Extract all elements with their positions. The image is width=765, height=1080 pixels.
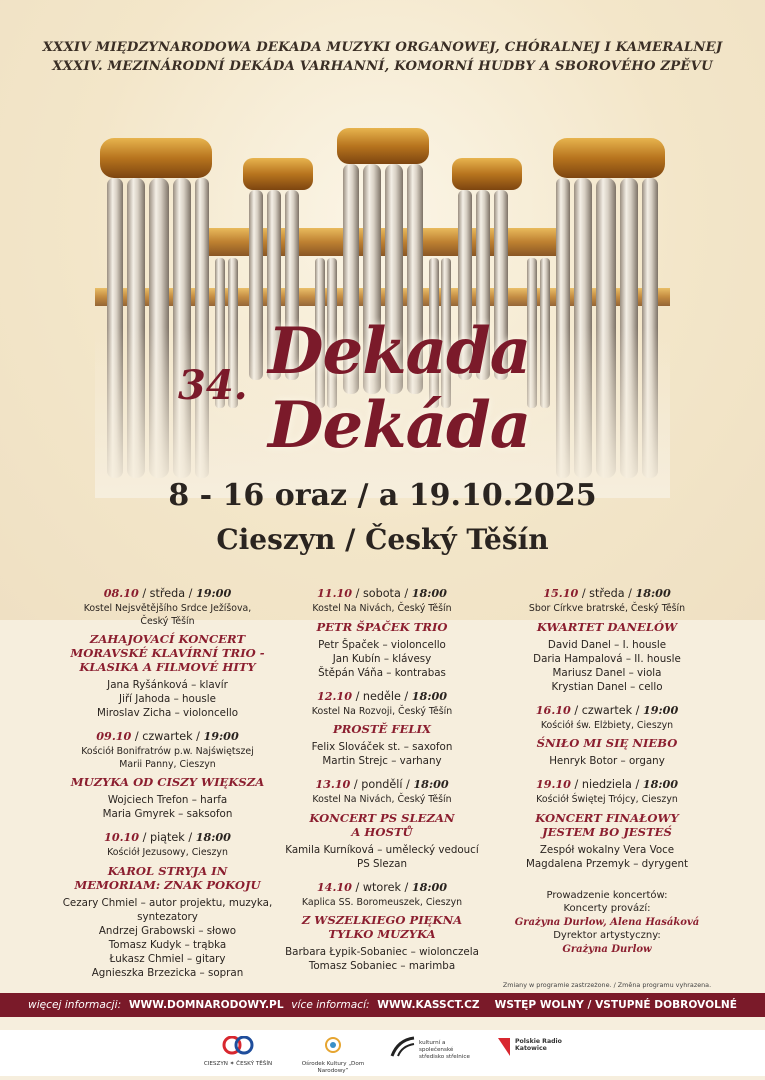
performer: Henryk Botor – organy <box>549 755 665 767</box>
event-date: 08.10 <box>103 586 139 600</box>
event-date: 11.10 <box>317 586 353 600</box>
performer: Maria Gmyrek – saksofon <box>102 808 233 820</box>
event-12-10 <box>282 689 482 769</box>
event-venue <box>55 746 280 771</box>
festival-header <box>0 38 765 76</box>
event-08-10 <box>55 586 280 720</box>
separator: / <box>400 880 412 894</box>
event-date: 12.10 <box>316 688 353 703</box>
event-venue <box>493 603 721 616</box>
event-performers <box>493 843 721 871</box>
title-line: MORAVSKÉ KLAVÍRNÍ TRIO - <box>70 646 265 660</box>
event-title <box>55 632 280 674</box>
event-time: 18:00 <box>411 688 448 703</box>
separator: / <box>138 587 150 600</box>
performer: Kamila Kurníková – umělecký vedoucí <box>285 843 479 856</box>
event-day: piątek <box>149 831 185 844</box>
performer: Barbara Łypik-Sobaniec – wiolonczela <box>285 946 479 958</box>
performer: Tomasz Kudyk – trąbka <box>108 938 227 951</box>
event-venue <box>282 897 482 910</box>
venue-line: Kaplica SS. Boromeuszek, Cieszyn <box>301 896 463 908</box>
performer: Jana Ryšánková – klavír <box>107 679 228 691</box>
hosts-names: Grażyna Durlow, Alena Hasáková <box>514 916 700 928</box>
performer: Tomasz Sobaniec – marimba <box>308 960 456 972</box>
performer: Zespół wokalny Vera Voce <box>539 843 675 856</box>
event-date: 13.10 <box>315 777 351 791</box>
event-time: 18:00 <box>411 879 448 894</box>
hosts-label-pl: Prowadzenie koncertów: <box>546 889 668 901</box>
event-date: 16.10 <box>535 702 571 717</box>
event-day: pondělí <box>361 778 403 791</box>
performer: Miroslav Zicha – violoncello <box>96 707 239 719</box>
program-change-note: Zmiany w programie zastrzeżone. / Změna programu vyhrazena. <box>502 981 712 989</box>
culture-center-logo-icon <box>323 1036 343 1058</box>
event-title <box>493 736 721 750</box>
event-title <box>493 811 721 839</box>
event-performers <box>282 843 482 871</box>
performer: Felix Slováček st. – saxofon <box>311 741 453 753</box>
event-09-10 <box>55 729 280 821</box>
event-venue <box>493 794 721 807</box>
event-title <box>282 722 482 736</box>
performer: Andrzej Grabowski – słowo <box>98 924 237 937</box>
program-column-3 <box>493 586 721 992</box>
separator: / <box>624 587 636 600</box>
separator: / <box>402 778 414 791</box>
event-time: 18:00 <box>642 777 679 791</box>
venue-line: Kościół Jezusowy, Cieszyn <box>107 847 228 858</box>
event-datetime <box>282 689 482 704</box>
separator: / <box>192 730 204 743</box>
event-time: 18:00 <box>411 586 447 600</box>
event-venue <box>282 603 482 616</box>
venue-line: Marii Panny, Cieszyn <box>119 758 216 770</box>
kasstc-logo-icon <box>390 1036 416 1058</box>
event-title <box>282 913 482 941</box>
logo-cieszyn-text: CIESZYN ✶ ČESKÝ TĚŠÍN <box>203 1061 273 1067</box>
performer: syntezatory <box>137 910 198 923</box>
event-performers <box>282 740 482 768</box>
separator: / <box>400 587 412 600</box>
event-datetime <box>55 729 280 744</box>
event-date: 14.10 <box>316 879 352 894</box>
event-date: 10.10 <box>104 830 140 844</box>
event-day: neděle <box>362 689 401 703</box>
info-label-pl: więcej informacji: <box>28 999 122 1011</box>
event-performers <box>55 793 280 821</box>
event-11-10 <box>282 586 482 680</box>
event-datetime <box>55 586 280 601</box>
event-day: niedziela <box>581 778 632 791</box>
separator: / <box>184 831 196 844</box>
logo-radio-katowice <box>496 1036 566 1058</box>
event-date: 19.10 <box>535 777 571 791</box>
performer: Štěpán Váňa – kontrabas <box>318 666 446 679</box>
performer: Jan Kubín – klávesy <box>332 652 432 665</box>
separator: / <box>351 880 363 894</box>
logo-cieszyn <box>198 1036 278 1068</box>
organizers <box>493 889 721 957</box>
performer: Agnieszka Brzezicka – sopran <box>91 966 244 979</box>
title-line: Z WSZELKIEGO PIĘKNA <box>301 913 463 927</box>
header-line-pl: XXXIV MIĘDZYNARODOWA DEKADA MUZYKI ORGANOWEJ, CHÓRALNEJ I KAMERALNEJ <box>42 40 723 55</box>
director-label: Dyrektor artystyczny: <box>553 930 661 941</box>
title-line: KWARTET DANELÓW <box>536 619 678 634</box>
event-venue <box>282 706 482 719</box>
event-time: 18:00 <box>413 777 449 791</box>
event-time: 19:00 <box>195 586 232 600</box>
event-day: czwartek <box>142 730 193 743</box>
separator: / <box>131 730 143 743</box>
event-time: 19:00 <box>203 729 239 743</box>
logo-kasstc-text: kulturní a společenské středisko střelnice <box>419 1040 470 1060</box>
event-time: 19:00 <box>642 702 679 717</box>
radio-katowice-logo-icon <box>496 1036 512 1058</box>
event-performers <box>55 896 280 980</box>
event-date: 09.10 <box>96 729 132 743</box>
edition-number: 34. <box>178 362 248 409</box>
director-name: Grażyna Durlow <box>562 943 652 955</box>
event-venue <box>55 847 280 860</box>
title-line: PROSTĚ FELIX <box>333 722 431 736</box>
event-14-10 <box>282 880 482 974</box>
event-title <box>55 775 280 789</box>
event-performers <box>55 678 280 720</box>
venue-line: Kościół św. Elżbiety, Cieszyn <box>540 719 674 731</box>
heart-logo-icon <box>221 1036 255 1058</box>
entry-info: WSTĘP WOLNY / VSTUPNÉ DOBROVOLNÉ <box>494 999 737 1011</box>
title-line: JESTEM BO JESTEŚ <box>542 824 672 839</box>
event-datetime <box>282 880 482 895</box>
title-line: A HOSTŮ <box>351 824 413 839</box>
event-performers <box>493 638 721 694</box>
event-day: sobota <box>362 587 401 600</box>
performer: David Danel – I. housle <box>547 638 667 651</box>
logo-radio-katowice-text: Polskie Radio Katowice <box>515 1038 562 1052</box>
event-venue <box>55 603 280 628</box>
performer: Petr Špaček – violoncello <box>318 638 446 651</box>
title-line: KONCERT PS SLEZAN <box>309 810 455 825</box>
title-line: MEMORIAM: ZNAK POKOJU <box>74 877 261 892</box>
event-datetime <box>493 586 721 601</box>
event-13-10 <box>282 777 482 871</box>
title-line: PETR ŠPAČEK TRIO <box>316 619 448 634</box>
venue-line: Kościół Świętej Trójcy, Cieszyn <box>536 794 678 805</box>
event-performers <box>493 754 721 768</box>
event-15-10 <box>493 586 721 694</box>
hosts-label-cz: Koncerty provází: <box>563 903 651 914</box>
festival-city: Cieszyn / Český Těšín <box>216 523 549 556</box>
separator: / <box>350 778 362 791</box>
venue-line: Kostel Nejsvětějšího Srdce Ježíšova, <box>83 603 252 614</box>
performer: Cezary Chmiel – autor projektu, muzyka, <box>62 896 273 909</box>
event-10-10 <box>55 830 280 980</box>
event-venue <box>282 794 482 807</box>
performer: Martin Strejc – varhany <box>322 755 442 767</box>
separator: / <box>139 831 150 844</box>
title-line: KONCERT FINAŁOWY <box>535 810 679 825</box>
performer: Łukasz Chmiel – gitary <box>109 952 226 965</box>
event-datetime <box>282 777 482 792</box>
event-datetime <box>493 777 721 792</box>
title-line: KLASIKA A FILMOVÉ HITY <box>79 660 256 674</box>
event-16-10 <box>493 703 721 769</box>
link-domnarodowy[interactable]: WWW.DOMNARODOWY.PL <box>128 999 284 1011</box>
separator: / <box>352 587 363 600</box>
event-date: 15.10 <box>543 586 579 600</box>
venue-line: Sbor Církve bratrské, Český Těšín <box>528 603 686 614</box>
title-line: TYLKO MUZYKA <box>328 927 436 941</box>
event-venue <box>493 720 721 733</box>
title-line: ZAHAJOVACÍ KONCERT <box>89 632 246 646</box>
festival-dates: 8 - 16 oraz / a 19.10.2025 <box>168 478 597 513</box>
separator: / <box>570 778 582 791</box>
event-datetime <box>282 586 482 601</box>
title-line: MUZYKA OD CISZY WIĘKSZA <box>70 775 265 789</box>
performer: Krystian Danel – cello <box>551 680 663 693</box>
performer: Magdalena Przemyk – dyrygent <box>525 857 689 870</box>
logo-dom-narodowy <box>298 1036 368 1075</box>
separator: / <box>185 587 196 600</box>
title-word-pl: Dekada <box>268 314 531 389</box>
link-kassct[interactable]: WWW.KASSCT.CZ <box>377 999 480 1011</box>
event-title <box>493 620 721 634</box>
title-word-cz: Dekáda <box>268 388 531 463</box>
program-column-1 <box>55 586 280 989</box>
sponsor-logos <box>0 1030 765 1076</box>
performer: Wojciech Trefon – harfa <box>107 794 228 806</box>
event-19-10 <box>493 777 721 871</box>
performer: Mariusz Danel – viola <box>552 666 662 679</box>
performer: Daria Hampalová – II. housle <box>533 652 681 665</box>
logo-kasstc <box>390 1036 480 1061</box>
venue-line: Kostel Na Nivách, Český Těšín <box>312 794 452 805</box>
separator: / <box>631 778 643 791</box>
title-line: KAROL STRYJA IN <box>107 863 228 878</box>
event-day: středa <box>149 587 186 600</box>
event-time: 18:00 <box>635 586 671 600</box>
event-time: 18:00 <box>195 830 231 844</box>
performer: Jiří Jahoda – housle <box>119 693 216 705</box>
event-title <box>282 620 482 634</box>
program-column-2 <box>282 586 482 982</box>
event-day: czwartek <box>581 703 633 717</box>
event-datetime <box>493 703 721 718</box>
venue-line: Český Těšín <box>140 615 195 627</box>
header-line-cz: XXXIV. MEZINÁRODNÍ DEKÁDA VARHANNÍ, KOMORNÍ HUDBY A SBOROVÉHO ZPĚVU <box>52 59 713 74</box>
separator: / <box>578 587 590 600</box>
festival-title <box>0 316 765 466</box>
info-label-cz: více informací: <box>291 999 370 1011</box>
event-title <box>282 811 482 839</box>
event-datetime <box>55 830 280 845</box>
separator: / <box>632 703 643 717</box>
separator: / <box>570 703 582 717</box>
event-performers <box>282 638 482 680</box>
info-bar <box>0 993 765 1017</box>
performer: PS Slezan <box>357 857 407 870</box>
venue-line: Kostel Na Nivách, Český Těšín <box>312 603 452 614</box>
event-performers <box>282 945 482 973</box>
event-day: středa <box>589 587 625 600</box>
venue-line: Kościół Bonifratrów p.w. Najświętszej <box>81 746 254 757</box>
logo-dom-narodowy-text: Ośrodek Kultury „Dom Narodowy” <box>301 1061 365 1074</box>
event-title <box>55 864 280 892</box>
title-line: ŚNIŁO MI SIĘ NIEBO <box>536 736 678 750</box>
separator: / <box>352 689 363 703</box>
event-day: wtorek <box>362 880 401 894</box>
separator: / <box>400 689 412 703</box>
venue-line: Kostel Na Rozvoji, Český Těšín <box>311 705 453 717</box>
